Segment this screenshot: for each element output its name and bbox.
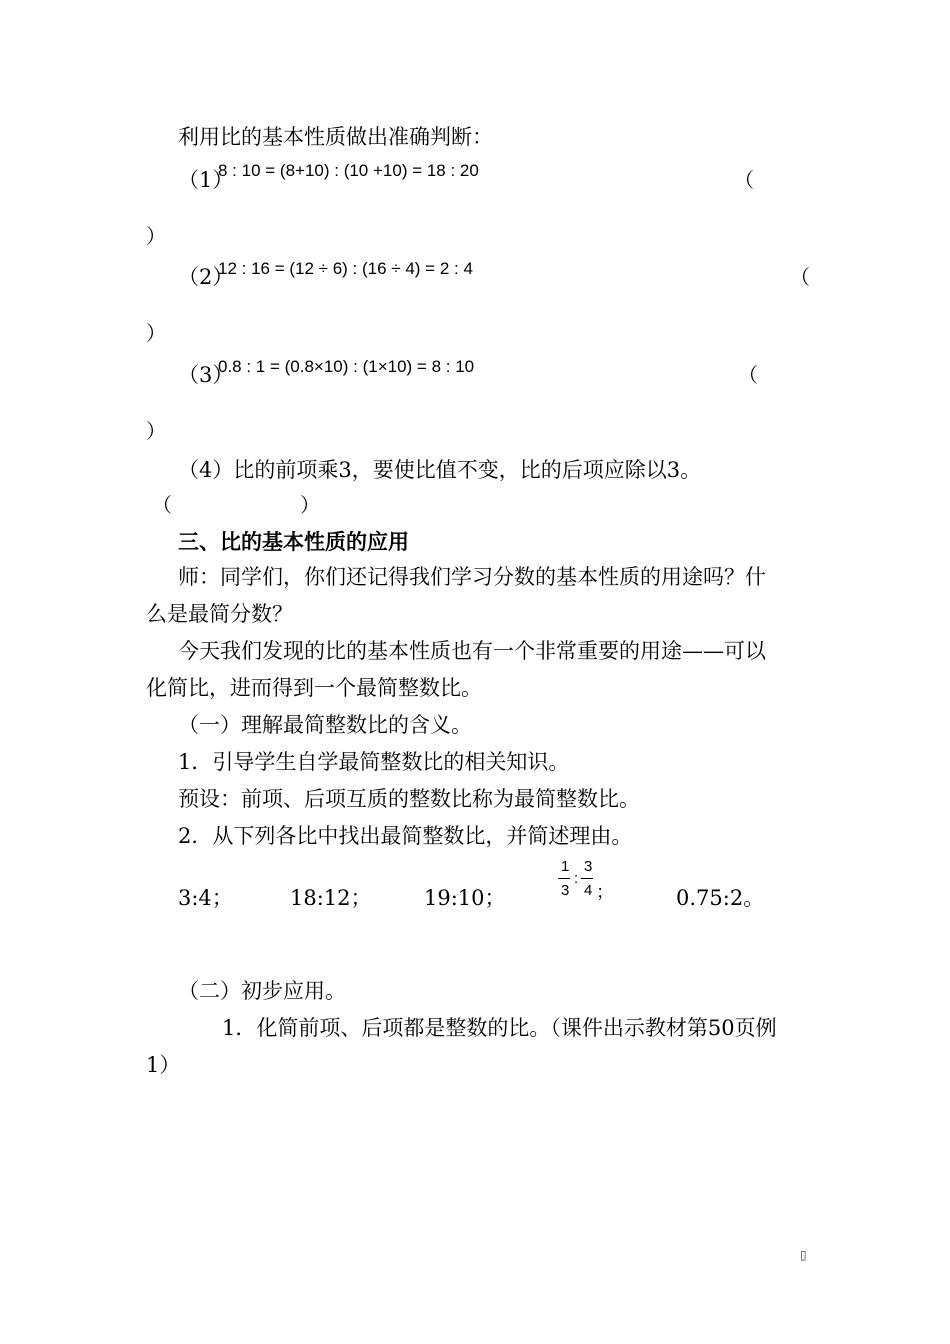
step-2: 2．从下列各比中找出最简整数比，并简述理由。 <box>178 824 633 848</box>
subsection-1-title: （一）理解最简整数比的含义。 <box>178 713 472 737</box>
fraction-1-denominator: 3 <box>561 882 570 899</box>
fraction-2-numerator: 3 <box>584 858 593 875</box>
ratio-5: 0.75:2。 <box>676 886 765 910</box>
paragraph-2-line-1: 今天我们发现的比的基本性质也有一个非常重要的用途——可以 <box>178 639 766 663</box>
item-3-label: （3） <box>178 363 234 387</box>
step-1: 1．引导学生自学最简整数比的相关知识。 <box>178 750 570 774</box>
ratio-3: 19:10； <box>424 886 506 910</box>
paragraph-2-line-2: 化简比，进而得到一个最简整数比。 <box>146 676 482 700</box>
item-2-close-paren: ） <box>146 321 166 345</box>
subsection-2-title: （二）初步应用。 <box>178 979 346 1003</box>
ratio-1: 3:4； <box>178 886 233 910</box>
section-title: 三、比的基本性质的应用 <box>178 529 409 554</box>
item-2-label: （2） <box>178 265 234 289</box>
item-1-open-paren: （ <box>734 168 754 192</box>
fraction-1-numerator: 1 <box>561 858 570 875</box>
item-3-expression: 0.8 : 1 = (0.8×10) : (1×10) = 8 : 10 <box>218 357 475 376</box>
item-2-open-paren: （ <box>790 265 810 289</box>
fraction-2-bar <box>581 878 593 879</box>
item-2-expression: 12 : 16 = (12 ÷ 6) : (16 ÷ 4) = 2 : 4 <box>218 259 473 278</box>
paragraph-1-line-2: 么是最简分数？ <box>146 602 293 626</box>
ratio-2: 18:12； <box>290 886 372 910</box>
fraction-tail: ； <box>596 882 614 903</box>
preset-text: 预设：前项、后项互质的整数比称为最简整数比。 <box>178 787 640 811</box>
intro-text: 利用比的基本性质做出准确判断： <box>178 125 493 149</box>
fraction-2-denominator: 4 <box>584 882 593 899</box>
item-1-expression: 8 : 10 = (8+10) : (10 +10) = 18 : 20 <box>218 161 479 180</box>
item-4-open-paren: （ <box>152 493 172 517</box>
ratio-4-fraction <box>558 856 618 906</box>
item-3-close-paren: ） <box>146 419 166 443</box>
paragraph-1-line-1: 师：同学们，你们还记得我们学习分数的基本性质的用途吗？什 <box>178 565 766 589</box>
item-1-close-paren: ） <box>146 224 166 248</box>
item-3-open-paren: （ <box>738 363 758 387</box>
application-1-line-1: 1．化简前项、后项都是整数的比。（课件出示教材第50页例 <box>222 1016 777 1040</box>
item-4-close-paren: ） <box>300 493 320 517</box>
item-4-text: （4）比的前项乘3，要使比值不变，比的后项应除以3。 <box>178 458 702 482</box>
application-1-line-2: 1） <box>146 1053 181 1077</box>
item-1-label: （1） <box>178 168 234 192</box>
footer-mark: ▯ <box>800 1248 807 1262</box>
fraction-1-bar <box>558 878 570 879</box>
fraction-separator: : <box>574 870 579 887</box>
